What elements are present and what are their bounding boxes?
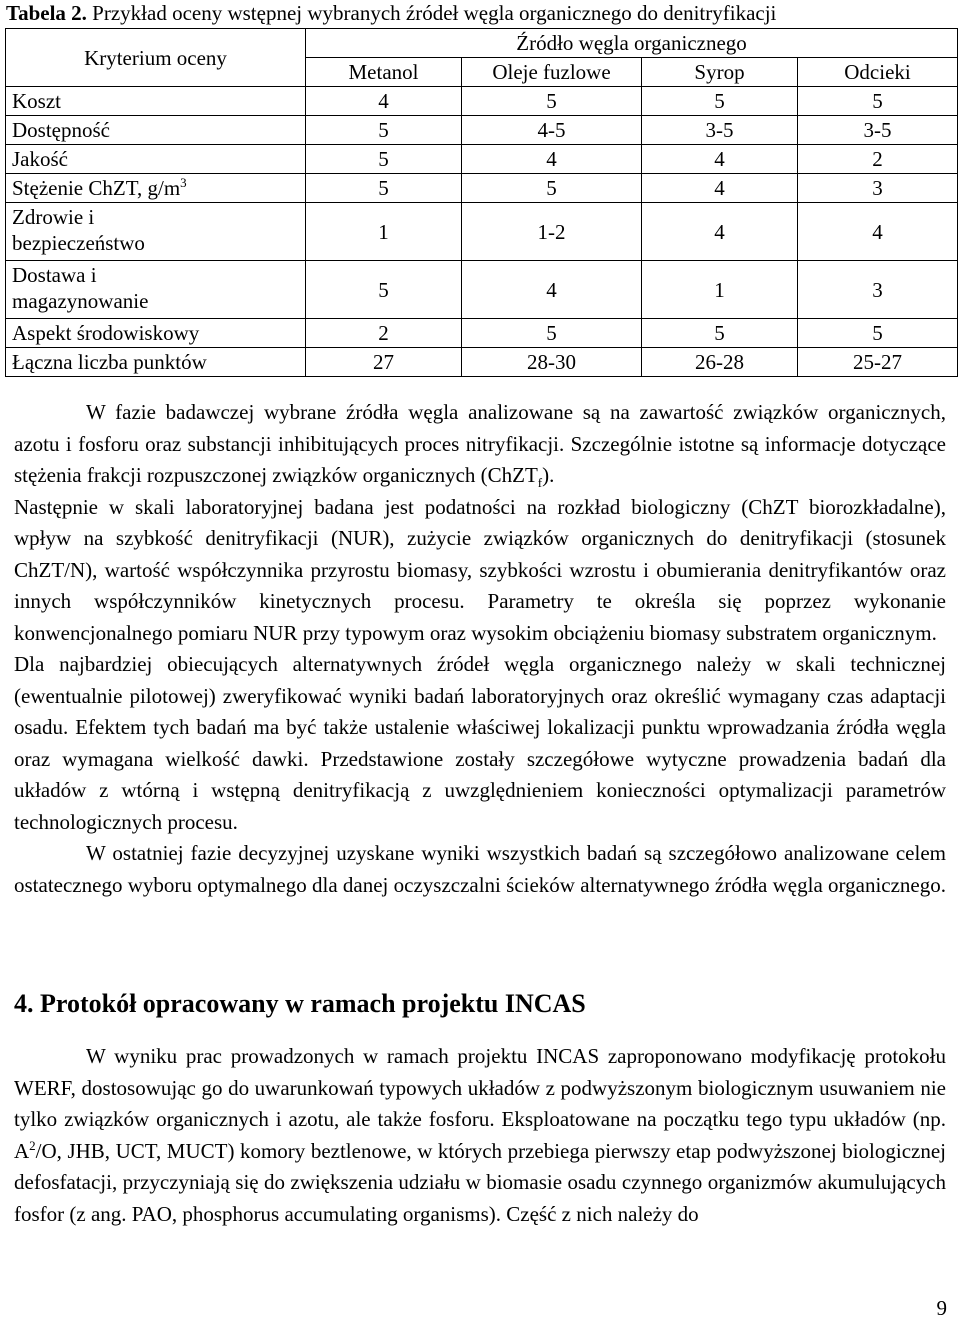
cell: 4 (462, 145, 642, 174)
cell: 28-30 (462, 348, 642, 377)
cell: 3 (798, 261, 958, 319)
cell: 25-27 (798, 348, 958, 377)
row-label: Aspekt środowiskowy (6, 319, 306, 348)
cell: 2 (798, 145, 958, 174)
cell: 1-2 (462, 203, 642, 261)
column-header: Oleje fuzlowe (462, 58, 642, 87)
cell: 4 (306, 87, 462, 116)
cell: 4 (462, 261, 642, 319)
table-row (6, 261, 958, 319)
cell: 4 (642, 174, 798, 203)
cell: 4 (642, 145, 798, 174)
superscript: 2 (29, 1137, 36, 1153)
table-row (6, 116, 958, 145)
cell: 4 (642, 203, 798, 261)
table-caption (6, 0, 776, 26)
table-row (6, 174, 958, 203)
table-caption-text: Przykład oceny wstępnej wybranych źródeł węgla organicznego do denitryfikacji (86, 1, 777, 25)
evaluation-table (5, 28, 958, 377)
cell: 3 (798, 174, 958, 203)
cell: 5 (798, 319, 958, 348)
cell: 4-5 (462, 116, 642, 145)
row-label: Jakość (6, 145, 306, 174)
cell: 5 (306, 261, 462, 319)
paragraph (14, 1041, 946, 1230)
row-label-line: magazynowanie (12, 289, 149, 313)
row-label-line: Dostawa i (12, 263, 97, 287)
cell: 5 (306, 145, 462, 174)
table-row (6, 87, 958, 116)
row-label (6, 261, 306, 319)
cell: 3-5 (798, 116, 958, 145)
cell: 5 (306, 116, 462, 145)
row-label: Łączna liczba punktów (6, 348, 306, 377)
subscript: f (537, 475, 543, 491)
table-header-row (6, 29, 958, 58)
row-label: Koszt (6, 87, 306, 116)
cell: 5 (462, 319, 642, 348)
paragraph: W ostatniej fazie decyzyjnej uzyskane wyniki wszystkich badań są szczegółowo analizowane celem ostatecznego wyboru optymalnego dla danej oczyszczalni ścieków alternatywnego źródła węgla organicznego. (14, 841, 946, 897)
cell: 1 (642, 261, 798, 319)
cell: 5 (306, 174, 462, 203)
row-label-superscript: 3 (180, 175, 187, 190)
table-row (6, 203, 958, 261)
paragraph: Następnie w skali laboratoryjnej badana jest podatności na rozkład biologiczny (ChZT biorozkładalne), wpływ na szybkość denitryfikacji (NUR), zużycie związków organicznych do denitryfikacji (stosunek ChZT/N), wartość współczynnika przyrostu biomasy, szybkości wzrostu i obumierania denitryfikantów oraz innych współczynników kinetycznych procesu. Parametry te określa się poprzez wykonanie konwencjonalnego pomiaru NUR przy typowym oraz wysokim obciążeniu biomasy substratem organicznym. (14, 494, 946, 645)
paragraph-text-end: /O, JHB, UCT, MUCT) komory beztlenowe, w których przebiega pierwszy etap podwyższonej biologicznej defosfatacji, przyczyniają się do zwiększenia udziału w biomasie osadu czynnego organizmów akumulujących fosfor (z ang. PAO, phosphorus accumulating organisms). Część z nich należy do (14, 1138, 946, 1226)
body-text-block (14, 1041, 946, 1230)
row-label-text: Stężenie ChZT, g/m (12, 176, 181, 200)
cell: 5 (462, 87, 642, 116)
table-row (6, 348, 958, 377)
cell: 4 (798, 203, 958, 261)
paragraph: Dla najbardziej obiecujących alternatywnych źródeł węgla organicznego należy w skali technicznej (ewentualnie pilotowej) zweryfikować wyniki badań laboratoryjnych oraz określić wymagany czas adaptacji osadu. Efektem tych badań ma być także ustalenie właściwej lokalizacji punktu wprowadzania źródła węgla oraz wymagana wielkość dawki. Przedstawione zostały szczegółowe wytyczne prowadzenia badań dla układów z wtórną i wstępną denitryfikacją z uwzględnieniem konieczności optymalizacji parametrów technologicznych procesu. (14, 652, 946, 834)
cell: 5 (462, 174, 642, 203)
section-heading: 4. Protokół opracowany w ramach projektu INCAS (14, 989, 586, 1018)
row-label: Dostępność (6, 116, 306, 145)
row-label (6, 203, 306, 261)
cell: 5 (642, 87, 798, 116)
paragraph (14, 397, 946, 492)
cell: 5 (642, 319, 798, 348)
group-header: Źródło węgla organicznego (306, 29, 958, 58)
criterion-header: Kryterium oceny (6, 29, 306, 87)
page-number: 9 (936, 1296, 947, 1320)
column-header: Metanol (306, 58, 462, 87)
cell: 5 (798, 87, 958, 116)
paragraph-text-end: ). (542, 463, 555, 487)
cell: 27 (306, 348, 462, 377)
cell: 1 (306, 203, 462, 261)
cell: 26-28 (642, 348, 798, 377)
paragraph-text: W fazie badawczej wybrane źródła węgla analizowane są na zawartość związków organicznych, azotu i fosforu oraz substancji inhibitujących proces nitryfikacji. Szczególnie istotne są informacje dotyczące stężenia frakcji rozpuszczonej związków organicznych (ChZT (14, 400, 946, 487)
paragraph-text: W wyniku prac prowadzonych w ramach projektu INCAS zaproponowano modyfikację protokołu WERF, dostosowując go do uwarunkowań typowych układów z podwyższonym biologicznym usuwaniem nie tylko związków organicznych i azotu, ale także fosforu. Eksploatowane na początku tego typu układów (np. A (14, 1044, 946, 1163)
cell: 2 (306, 319, 462, 348)
row-label (6, 174, 306, 203)
row-label-line: bezpieczeństwo (12, 231, 145, 255)
column-header: Syrop (642, 58, 798, 87)
column-header: Odcieki (798, 58, 958, 87)
body-text-block (14, 397, 946, 901)
cell: 3-5 (642, 116, 798, 145)
table-row (6, 145, 958, 174)
table-caption-label: Tabela 2. (6, 1, 87, 25)
table-row (6, 319, 958, 348)
row-label-line: Zdrowie i (12, 205, 95, 229)
